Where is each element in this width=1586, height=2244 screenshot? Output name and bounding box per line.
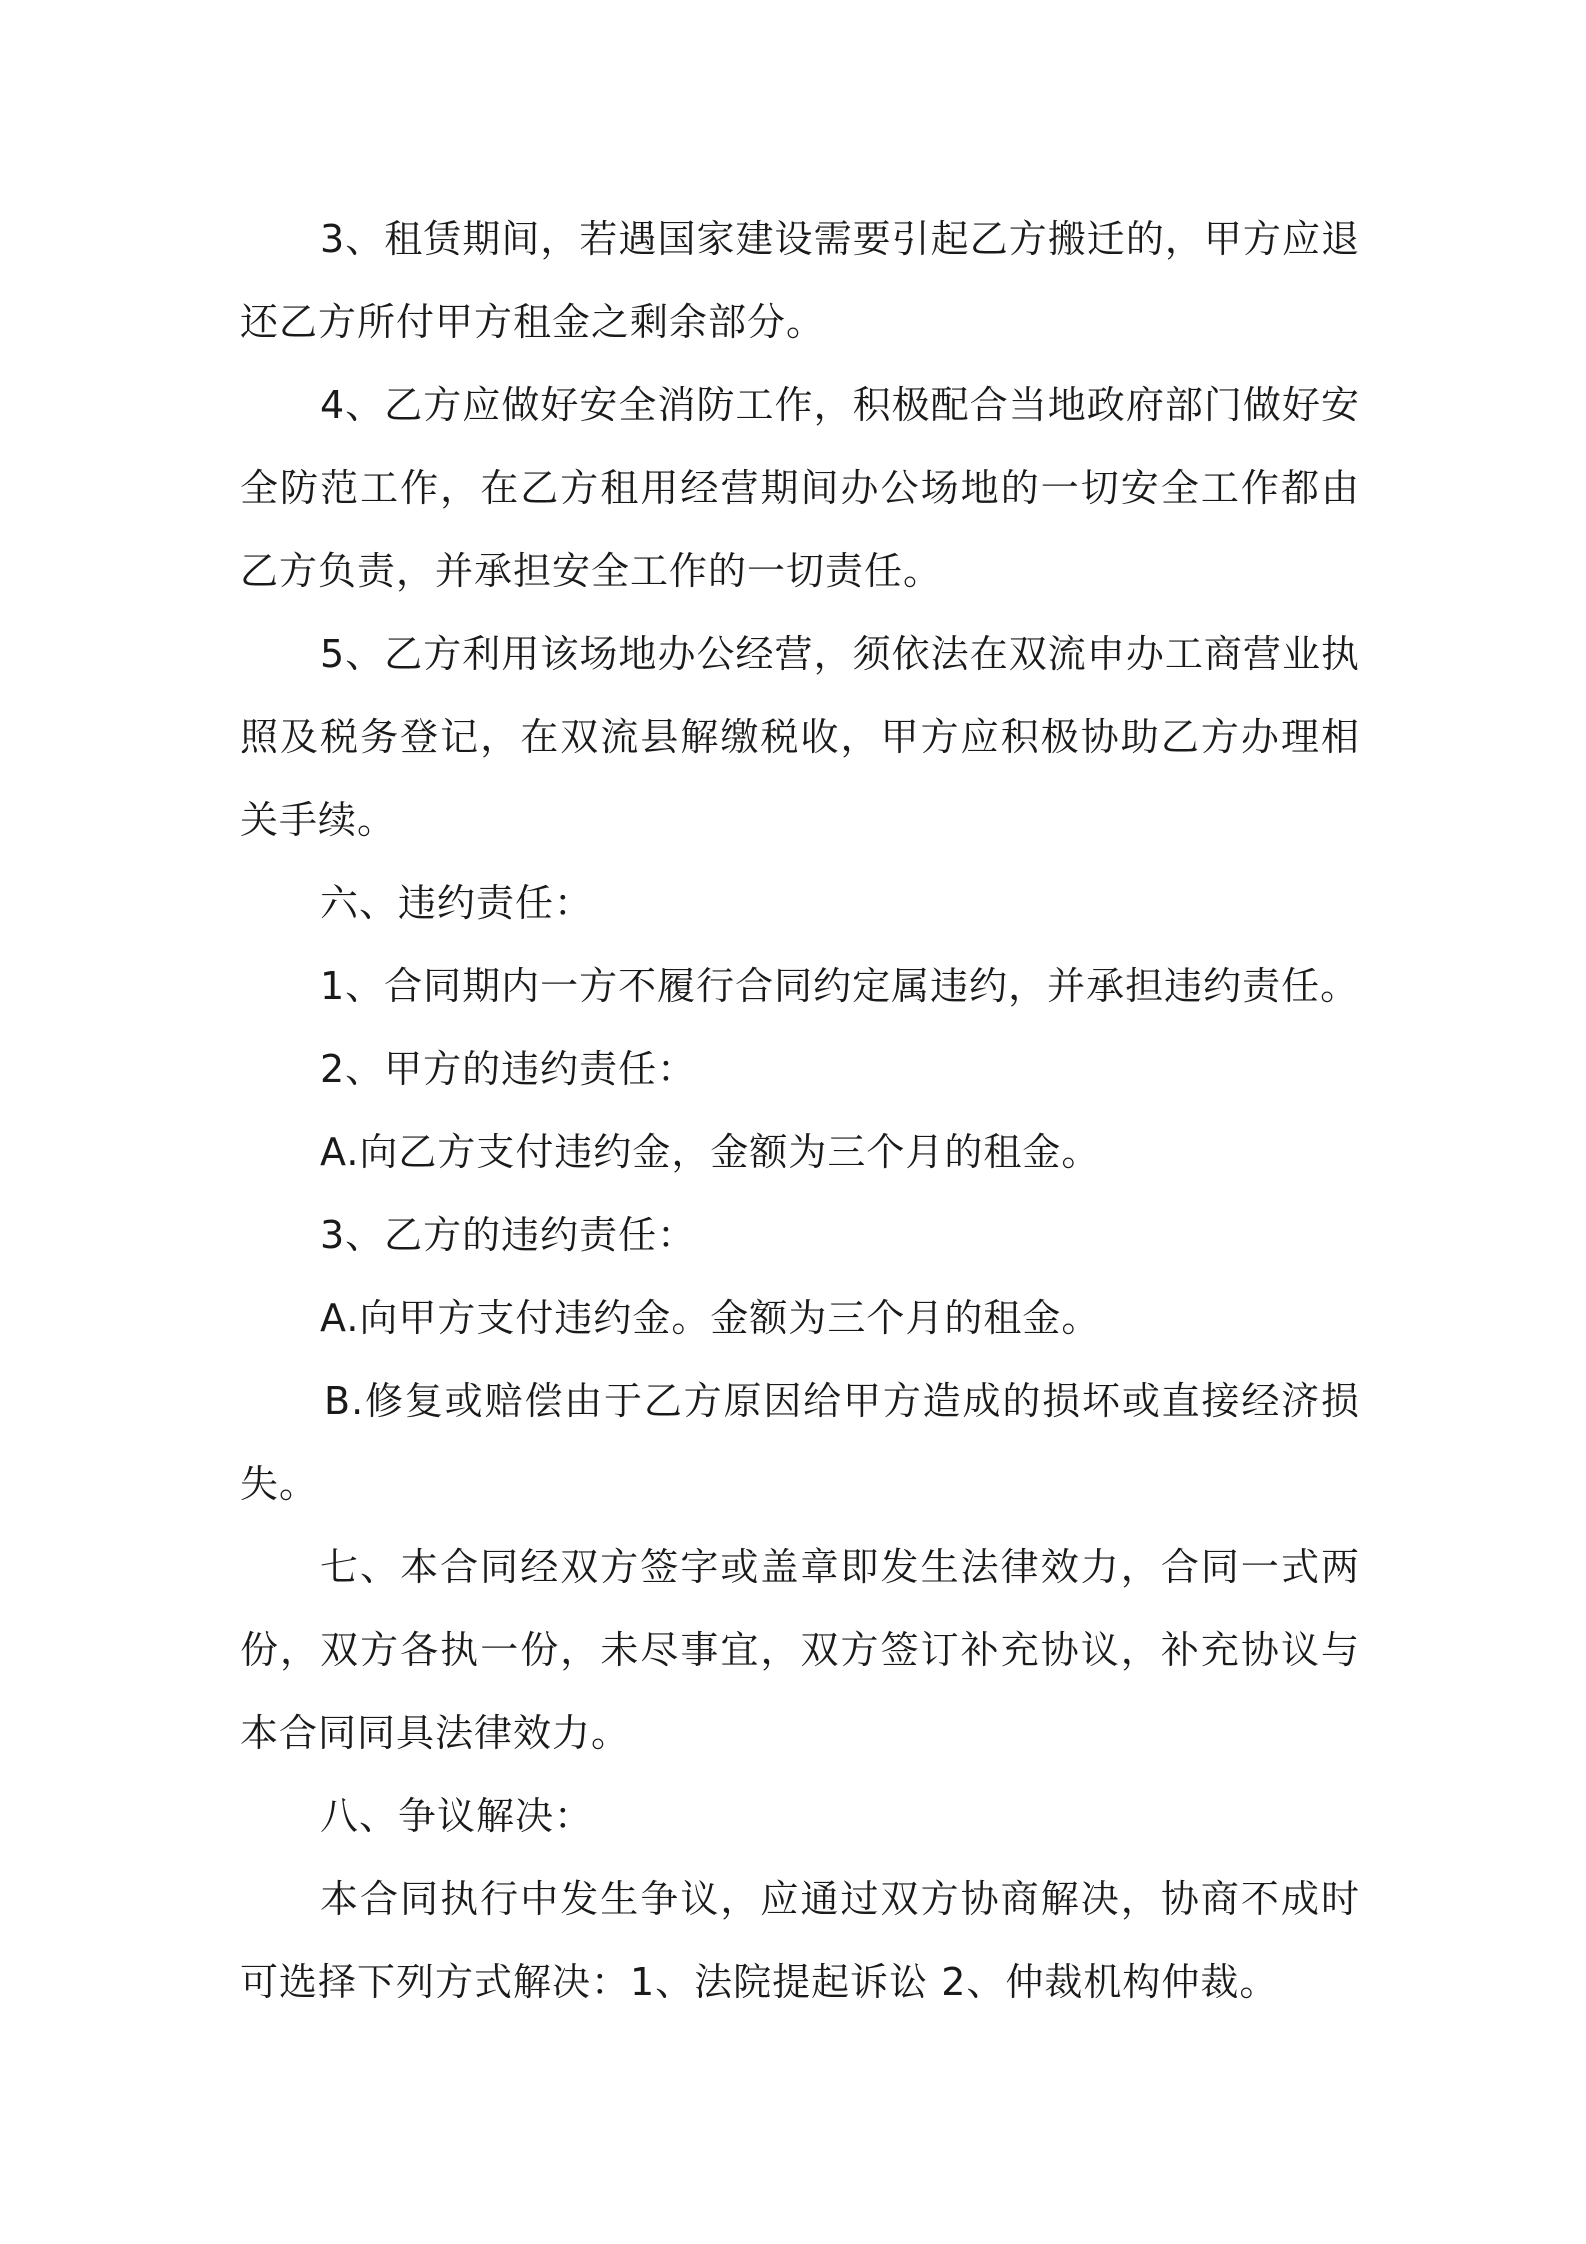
section-heading-dispute: 八、争议解决： (320, 1794, 594, 1838)
paragraph-breach-2a: A.向乙方支付违约金，金额为三个月的租金。 (320, 1130, 1101, 1174)
section-effectiveness: 七、本合同经双方签字或盖章即发生法律效力，合同一式两份，双方各执一份，未尽事宜，双方签订补充协议，补充协议与本合同同具法律效力。 (240, 1545, 1360, 1755)
paragraph-clause-4: 4、乙方应做好安全消防工作，积极配合当地政府部门做好安全防范工作，在乙方租用经营期间办公场地的一切安全工作都由乙方负责，并承担安全工作的一切责任。 (240, 383, 1360, 593)
paragraph-breach-3b: B.修复或赔偿由于乙方原因给甲方造成的损坏或直接经济损失。 (240, 1379, 1360, 1506)
section-heading-breach: 六、违约责任： (320, 881, 594, 925)
paragraph-clause-3: 3、租赁期间，若遇国家建设需要引起乙方搬迁的，甲方应退还乙方所付甲方租金之剩余部分。 (240, 217, 1360, 344)
paragraph-breach-2: 2、甲方的违约责任： (320, 1047, 697, 1091)
paragraph-breach-1: 1、合同期内一方不履行合同约定属违约，并承担违约责任。 (320, 964, 1360, 1008)
document-body (240, 198, 1360, 2024)
paragraph-breach-3: 3、乙方的违约责任： (320, 1213, 697, 1257)
paragraph-dispute: 本合同执行中发生争议，应通过双方协商解决，协商不成时可选择下列方式解决：1、法院提起诉讼 2、仲裁机构仲裁。 (240, 1877, 1360, 2004)
paragraph-clause-5: 5、乙方利用该场地办公经营，须依法在双流申办工商营业执照及税务登记，在双流县解缴税收，甲方应积极协助乙方办理相关手续。 (240, 632, 1360, 842)
paragraph-breach-3a: A.向甲方支付违约金。金额为三个月的租金。 (320, 1296, 1101, 1340)
